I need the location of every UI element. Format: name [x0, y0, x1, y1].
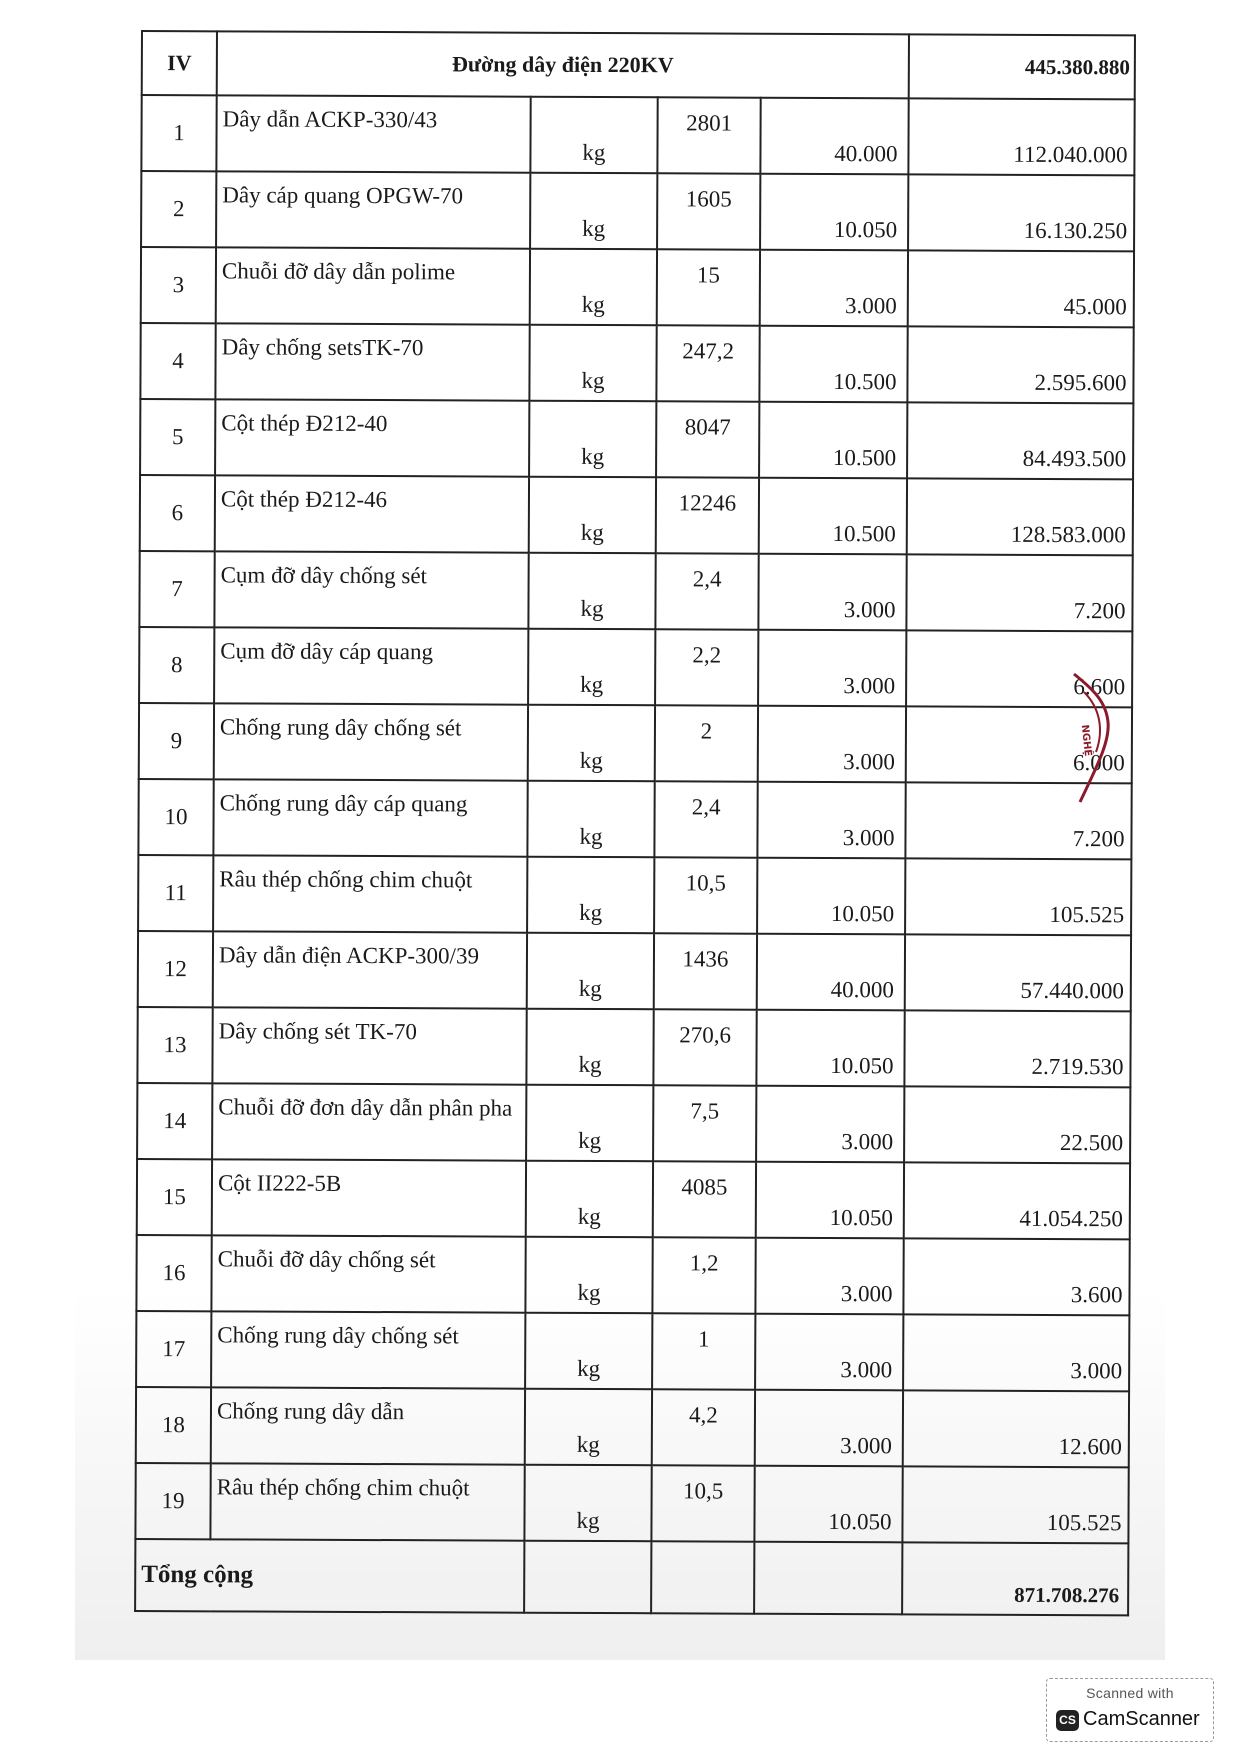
item-unit: kg — [528, 553, 655, 630]
item-quantity: 7,5 — [653, 1085, 756, 1161]
table-row — [139, 551, 1132, 631]
item-quantity: 1,2 — [652, 1237, 755, 1313]
watermark-caption: Scanned with — [1086, 1685, 1174, 1701]
camscanner-watermark — [1046, 1678, 1214, 1742]
table-row — [136, 1235, 1129, 1315]
item-amount: 22.500 — [904, 1086, 1130, 1163]
item-unit-price: 10.050 — [754, 1466, 902, 1543]
item-number: 17 — [136, 1311, 211, 1387]
item-amount: 2.719.530 — [904, 1010, 1130, 1087]
item-number: 1 — [141, 95, 216, 171]
item-number: 16 — [136, 1235, 211, 1311]
table-row — [137, 1083, 1130, 1163]
item-name: Dây chống setsTK-70 — [215, 323, 529, 400]
item-number: 18 — [136, 1387, 211, 1463]
table-row — [138, 855, 1131, 935]
item-amount: 2.595.600 — [907, 326, 1133, 403]
table-row — [137, 1159, 1130, 1239]
item-amount: 3.600 — [903, 1238, 1129, 1315]
table-row — [140, 475, 1133, 555]
item-quantity: 10,5 — [654, 857, 757, 933]
item-quantity: 1 — [652, 1313, 755, 1389]
item-amount: 45.000 — [908, 250, 1134, 327]
item-number: 2 — [141, 171, 216, 247]
table-row — [139, 703, 1132, 783]
section-header-row — [142, 31, 1135, 99]
item-unit-price: 10.050 — [756, 1162, 904, 1239]
item-name: Dây cáp quang OPGW-70 — [216, 171, 530, 248]
item-name: Chống rung dây cáp quang — [213, 779, 527, 856]
item-quantity: 2,4 — [655, 553, 758, 629]
item-unit-price: 40.000 — [757, 934, 905, 1011]
item-quantity: 10,5 — [651, 1465, 754, 1541]
item-amount: 3.000 — [903, 1314, 1129, 1391]
document-page — [134, 30, 1136, 1616]
item-unit: kg — [526, 1085, 653, 1162]
item-name: Chống rung dây chống sét — [211, 1311, 525, 1388]
item-quantity: 247,2 — [656, 325, 759, 401]
item-number: 10 — [138, 779, 213, 855]
item-amount: 7.200 — [906, 554, 1132, 631]
item-amount: 12.600 — [903, 1390, 1129, 1467]
item-number: 15 — [137, 1159, 212, 1235]
item-quantity: 4,2 — [652, 1389, 755, 1465]
item-unit: kg — [529, 325, 656, 402]
item-unit-price: 3.000 — [755, 1314, 903, 1391]
item-number: 9 — [139, 703, 214, 779]
item-unit: kg — [525, 1237, 652, 1314]
table-row — [138, 779, 1131, 859]
table-row — [140, 399, 1133, 479]
item-amount: 6.600 — [906, 630, 1132, 707]
camscanner-logo-icon: CS — [1056, 1710, 1079, 1731]
item-unit-price: 10.050 — [756, 1010, 904, 1087]
item-name: Râu thép chống chim chuột — [210, 1463, 524, 1540]
table-row — [140, 323, 1133, 403]
item-unit-price: 3.000 — [760, 250, 908, 327]
item-quantity: 2,2 — [655, 629, 758, 705]
item-name: Cột II222-5B — [212, 1159, 526, 1236]
item-unit-price: 10.500 — [759, 402, 907, 479]
item-quantity: 1436 — [654, 933, 757, 1009]
item-amount: 6.000 — [906, 706, 1132, 783]
item-amount: 84.493.500 — [907, 402, 1133, 479]
item-name: Chuỗi đỡ dây dẫn polime — [216, 247, 530, 324]
grand-total-label: Tổng cộng — [135, 1539, 524, 1613]
item-unit: kg — [528, 705, 655, 782]
item-quantity: 15 — [657, 249, 760, 325]
grand-total-amount: 871.708.276 — [902, 1542, 1128, 1615]
item-unit-price: 3.000 — [757, 782, 905, 859]
item-unit: kg — [529, 477, 656, 554]
grand-total-empty-price — [754, 1542, 902, 1615]
item-quantity: 1605 — [657, 173, 760, 249]
table-row — [137, 1007, 1130, 1087]
item-number: 13 — [137, 1007, 212, 1083]
table-row — [138, 931, 1131, 1011]
item-unit: kg — [525, 1313, 652, 1390]
item-number: 3 — [141, 247, 216, 323]
item-number: 6 — [140, 475, 215, 551]
item-amount: 112.040.000 — [908, 98, 1134, 175]
item-unit-price: 10.050 — [760, 174, 908, 251]
item-unit-price: 3.000 — [758, 554, 906, 631]
item-number: 14 — [137, 1083, 212, 1159]
item-quantity: 8047 — [656, 401, 759, 477]
item-quantity: 2 — [655, 705, 758, 781]
item-unit-price: 3.000 — [758, 706, 906, 783]
item-unit: kg — [527, 933, 654, 1010]
item-unit: kg — [529, 401, 656, 478]
table-row — [136, 1387, 1129, 1467]
item-name: Cột thép Đ212-40 — [215, 399, 529, 476]
item-number: 11 — [138, 855, 213, 931]
item-amount: 105.525 — [902, 1466, 1128, 1543]
item-unit-price: 3.000 — [758, 630, 906, 707]
item-number: 8 — [139, 627, 214, 703]
stamp-text: NGHỆ — [1078, 724, 1094, 757]
item-amount: 41.054.250 — [904, 1162, 1130, 1239]
materials-table — [134, 30, 1136, 1616]
item-unit: kg — [525, 1389, 652, 1466]
item-number: 7 — [139, 551, 214, 627]
table-row — [141, 171, 1134, 251]
item-name: Chuỗi đỡ đơn dây dẫn phân pha — [212, 1083, 526, 1160]
item-name: Chuỗi đỡ dây chống sét — [211, 1235, 525, 1312]
table-row — [136, 1311, 1129, 1391]
item-quantity: 270,6 — [653, 1009, 756, 1085]
item-unit-price: 10.500 — [759, 326, 907, 403]
item-unit: kg — [526, 1009, 653, 1086]
item-name: Cột thép Đ212-46 — [215, 475, 529, 552]
item-name: Dây chống sét TK-70 — [212, 1007, 526, 1084]
item-unit-price: 3.000 — [755, 1238, 903, 1315]
item-amount: 7.200 — [905, 782, 1131, 859]
item-quantity: 12246 — [656, 477, 759, 553]
item-amount: 57.440.000 — [905, 934, 1131, 1011]
item-name: Chống rung dây chống sét — [214, 703, 528, 780]
item-unit-price: 40.000 — [760, 98, 908, 175]
item-quantity: 4085 — [653, 1161, 756, 1237]
item-name: Dây dẫn điện ACKP-300/39 — [213, 931, 527, 1008]
item-unit: kg — [530, 97, 657, 174]
item-unit-price: 10.500 — [759, 478, 907, 555]
item-unit: kg — [526, 1161, 653, 1238]
item-unit: kg — [530, 173, 657, 250]
item-number: 12 — [138, 931, 213, 1007]
item-unit: kg — [530, 249, 657, 326]
item-amount: 16.130.250 — [908, 174, 1134, 251]
item-unit-price: 3.000 — [755, 1390, 903, 1467]
table-row — [141, 247, 1134, 327]
table-row — [139, 627, 1132, 707]
item-unit-price: 10.050 — [757, 858, 905, 935]
item-unit: kg — [527, 857, 654, 934]
grand-total-empty-qty — [651, 1541, 754, 1613]
item-number: 19 — [135, 1463, 210, 1539]
item-number: 4 — [140, 323, 215, 399]
item-quantity: 2,4 — [654, 781, 757, 857]
grand-total-empty-unit — [524, 1541, 651, 1614]
item-name: Cụm đỡ dây cáp quang — [214, 627, 528, 704]
item-amount: 105.525 — [905, 858, 1131, 935]
section-total: 445.380.880 — [909, 34, 1135, 99]
item-number: 5 — [140, 399, 215, 475]
item-unit: kg — [528, 629, 655, 706]
table-row — [135, 1463, 1128, 1543]
grand-total-row — [135, 1539, 1128, 1615]
item-name: Dây dẫn ACKP-330/43 — [216, 95, 530, 172]
item-name: Râu thép chống chim chuột — [213, 855, 527, 932]
section-roman-numeral: IV — [142, 31, 217, 95]
item-name: Chống rung dây dẫn — [211, 1387, 525, 1464]
item-name: Cụm đỡ dây chống sét — [214, 551, 528, 628]
section-title: Đường dây điện 220KV — [217, 31, 909, 98]
watermark-brand: CamScanner — [1083, 1708, 1200, 1730]
item-amount: 128.583.000 — [907, 478, 1133, 555]
item-quantity: 2801 — [657, 97, 760, 173]
item-unit-price: 3.000 — [756, 1086, 904, 1163]
item-unit: kg — [527, 781, 654, 858]
item-unit: kg — [524, 1465, 651, 1542]
table-row — [141, 95, 1134, 175]
